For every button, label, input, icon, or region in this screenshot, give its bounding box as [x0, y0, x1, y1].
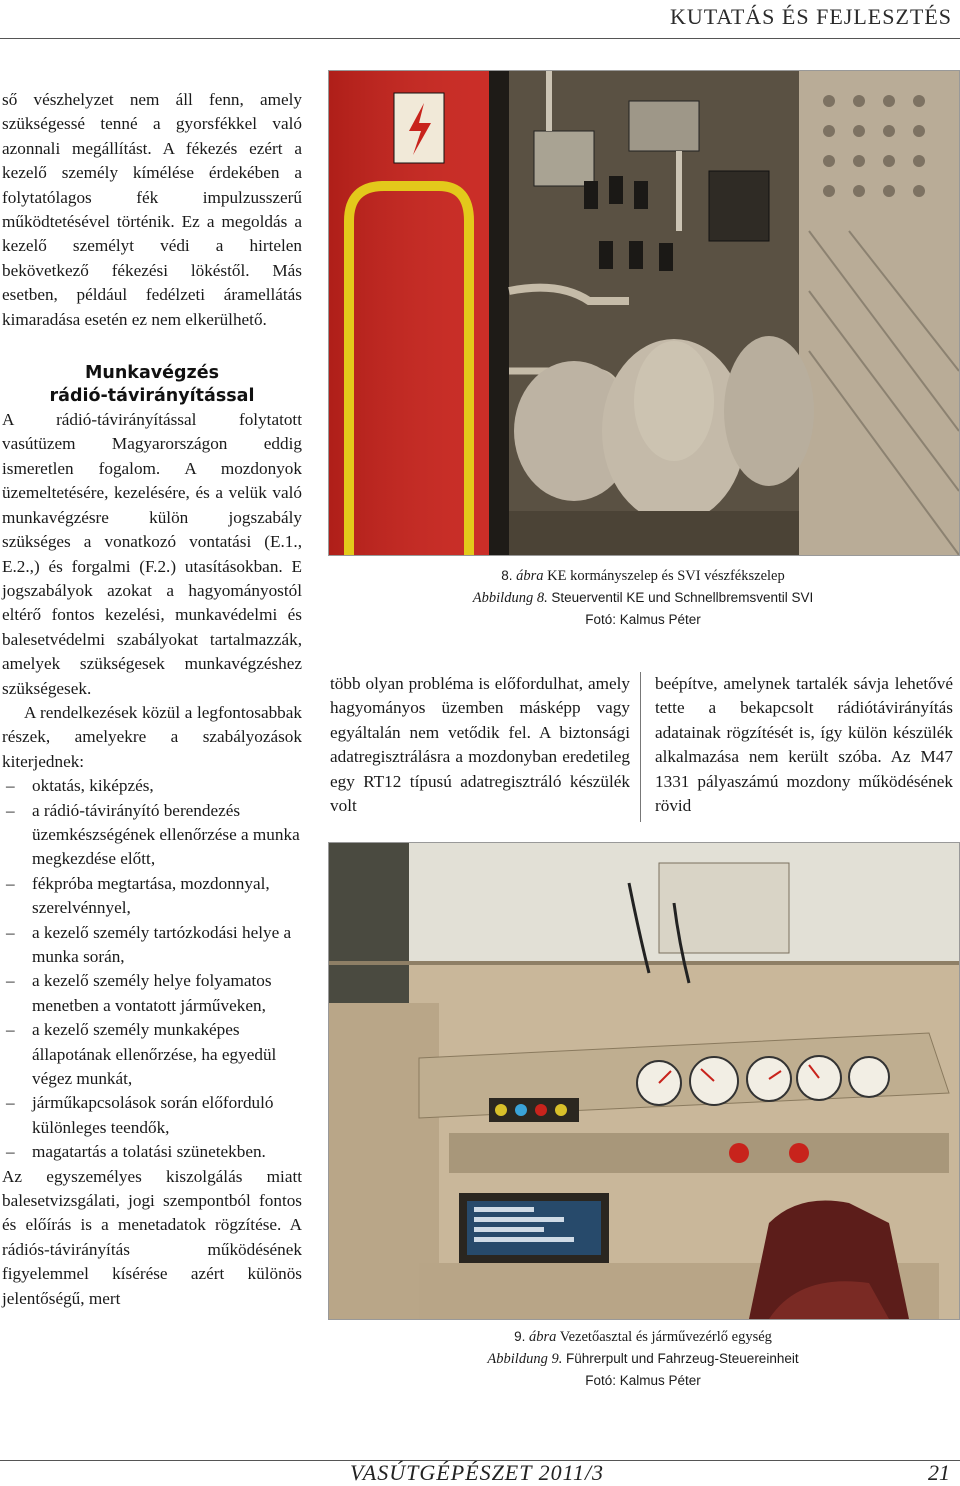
- left-column: [2, 88, 302, 1311]
- figure-label-de: Abbildung 9.: [487, 1351, 563, 1367]
- list-item: – a rádió-távirányító berendezés üzemkészségének ellenőrzése a munka megkezdése előtt,: [2, 799, 302, 872]
- figure-8-caption: [328, 565, 958, 631]
- figure-9-photo: [328, 842, 960, 1320]
- figure-title-de: Führerpult und Fahrzeug-Steuereinheit: [565, 1351, 799, 1366]
- list-item: – magatartás a tolatási szünetekben.: [2, 1140, 302, 1164]
- figure-9-caption: [328, 1326, 958, 1392]
- list-item: – a kezelő személy tartózkodási helye a munka során,: [2, 921, 302, 970]
- heading-line-1: Munkavégzés: [84, 363, 220, 384]
- section-heading: [2, 362, 302, 408]
- figure-label: ábra: [516, 568, 544, 584]
- figure-title: Vezetőasztal és járművezérlő egység: [559, 1329, 772, 1345]
- figure-number: 9.: [514, 1329, 526, 1344]
- journal-title: VASÚTGÉPÉSZET 2011/3: [350, 1460, 605, 1485]
- figure-label-de: Abbildung 8.: [472, 590, 548, 606]
- figure-9-caption-de: [328, 1348, 958, 1370]
- middle-paragraph: több olyan probléma is előfordulhat, amely hagyományos üzemben másképp vagy egyáltalán nem vetődik fel. A biztonsági adatregisztrálásra a mozdonyban eredetileg egy RT12 típusú adatregisztráló készülék volt: [330, 674, 630, 816]
- column-divider: [640, 672, 641, 822]
- figure-title: KE kormányszelep és SVI vészfékszelep: [547, 568, 785, 584]
- figure-number: 8.: [501, 568, 513, 583]
- list-item: – oktatás, kiképzés,: [2, 774, 302, 798]
- right-column: [655, 672, 953, 818]
- heading-line-2: rádió-távirányítással: [49, 386, 255, 407]
- figure-8-photo: [328, 70, 960, 556]
- section-header: KUTATÁS ÉS FEJLESZTÉS: [669, 4, 952, 29]
- photo-credit: Fotó: Kalmus Péter: [585, 1373, 701, 1388]
- figure-8-caption-hu: [328, 565, 958, 587]
- body-paragraph-2: A rendelkezések közül a legfontosabbak részek, amelyekre a szabályozások kiterjednek:: [2, 702, 302, 771]
- drivers-desk-illustration: [329, 843, 959, 1319]
- list-item: – fékpróba megtartása, mozdonnyal, szerelvénnyel,: [2, 872, 302, 921]
- figure-9-caption-hu: [328, 1326, 958, 1348]
- body-paragraph-1: A rádió-távirányítással folytatott vasútüzem Magyarországon eddig ismeretlen fogalom. A mozdonyok üzemeltetésére, kezelésére, és a velük való munkavégzésre külön jogszabály szükséges a vonatkozó vontatási (E.1., E.2.,) és forgalmi (F.2.) utasításokban. E jogszabályok azokat a hagyományostól eltérő fontos kezelési, munkavédelmi és balesetvédelmi szabályokat tartalmazzák, amelyek szükségesek munkavégzéshez szükségesek.: [2, 410, 302, 698]
- photo-credit: Fotó: Kalmus Péter: [585, 612, 701, 627]
- regulation-list: [2, 774, 302, 1165]
- figure-label: ábra: [528, 1329, 557, 1345]
- header-rule: [0, 38, 960, 39]
- figure-title-de: Steuerventil KE und Schnellbremsventil SVI: [551, 590, 814, 605]
- body-paragraph-3: Az egyszemélyes kiszolgálás miatt balesetvizsgálati, jogi szempontból fontos és előírás is a menetadatok rögzítése. A rádiós-távirányítás működésének figyelemmel kísérése azért különös jelentőségű, mert: [2, 1166, 302, 1308]
- intro-paragraph: ső vészhelyzet nem áll fenn, amely szükségessé tenné a gyorsfékkel való azonnali megállítást. A fékezés ezért a kezelő személy kímélése érdekében a folytatólagos fék impulzusszerű működtetésével történik. Ez a megoldás a kezelő személyt védi a hirtelen bekövetkező fékezési lökéstől. Más esetben, például fedélzeti áramellátás kimaradása esetén ez nem elkerülhető.: [2, 90, 302, 329]
- brake-valve-illustration: [329, 71, 959, 555]
- middle-column: [330, 672, 630, 818]
- list-item: – járműkapcsolások során előforduló különleges teendők,: [2, 1091, 302, 1140]
- list-item: – a kezelő személy helye folyamatos menetben a vontatott járműveken,: [2, 969, 302, 1018]
- right-paragraph: beépítve, amelynek tartalék sávja lehetővé tette a bekapcsolt rádiótávirányítás adatainak rögzítését is, így külön készülék alkalmazása nem került szóba. Az M47 1331 pályaszámú mozdony működésének rövid: [655, 674, 953, 816]
- page-number: 21: [928, 1460, 950, 1485]
- list-item: – a kezelő személy munkaképes állapotának ellenőrzése, ha egyedül végez munkát,: [2, 1018, 302, 1091]
- figure-8-caption-de: [328, 587, 958, 609]
